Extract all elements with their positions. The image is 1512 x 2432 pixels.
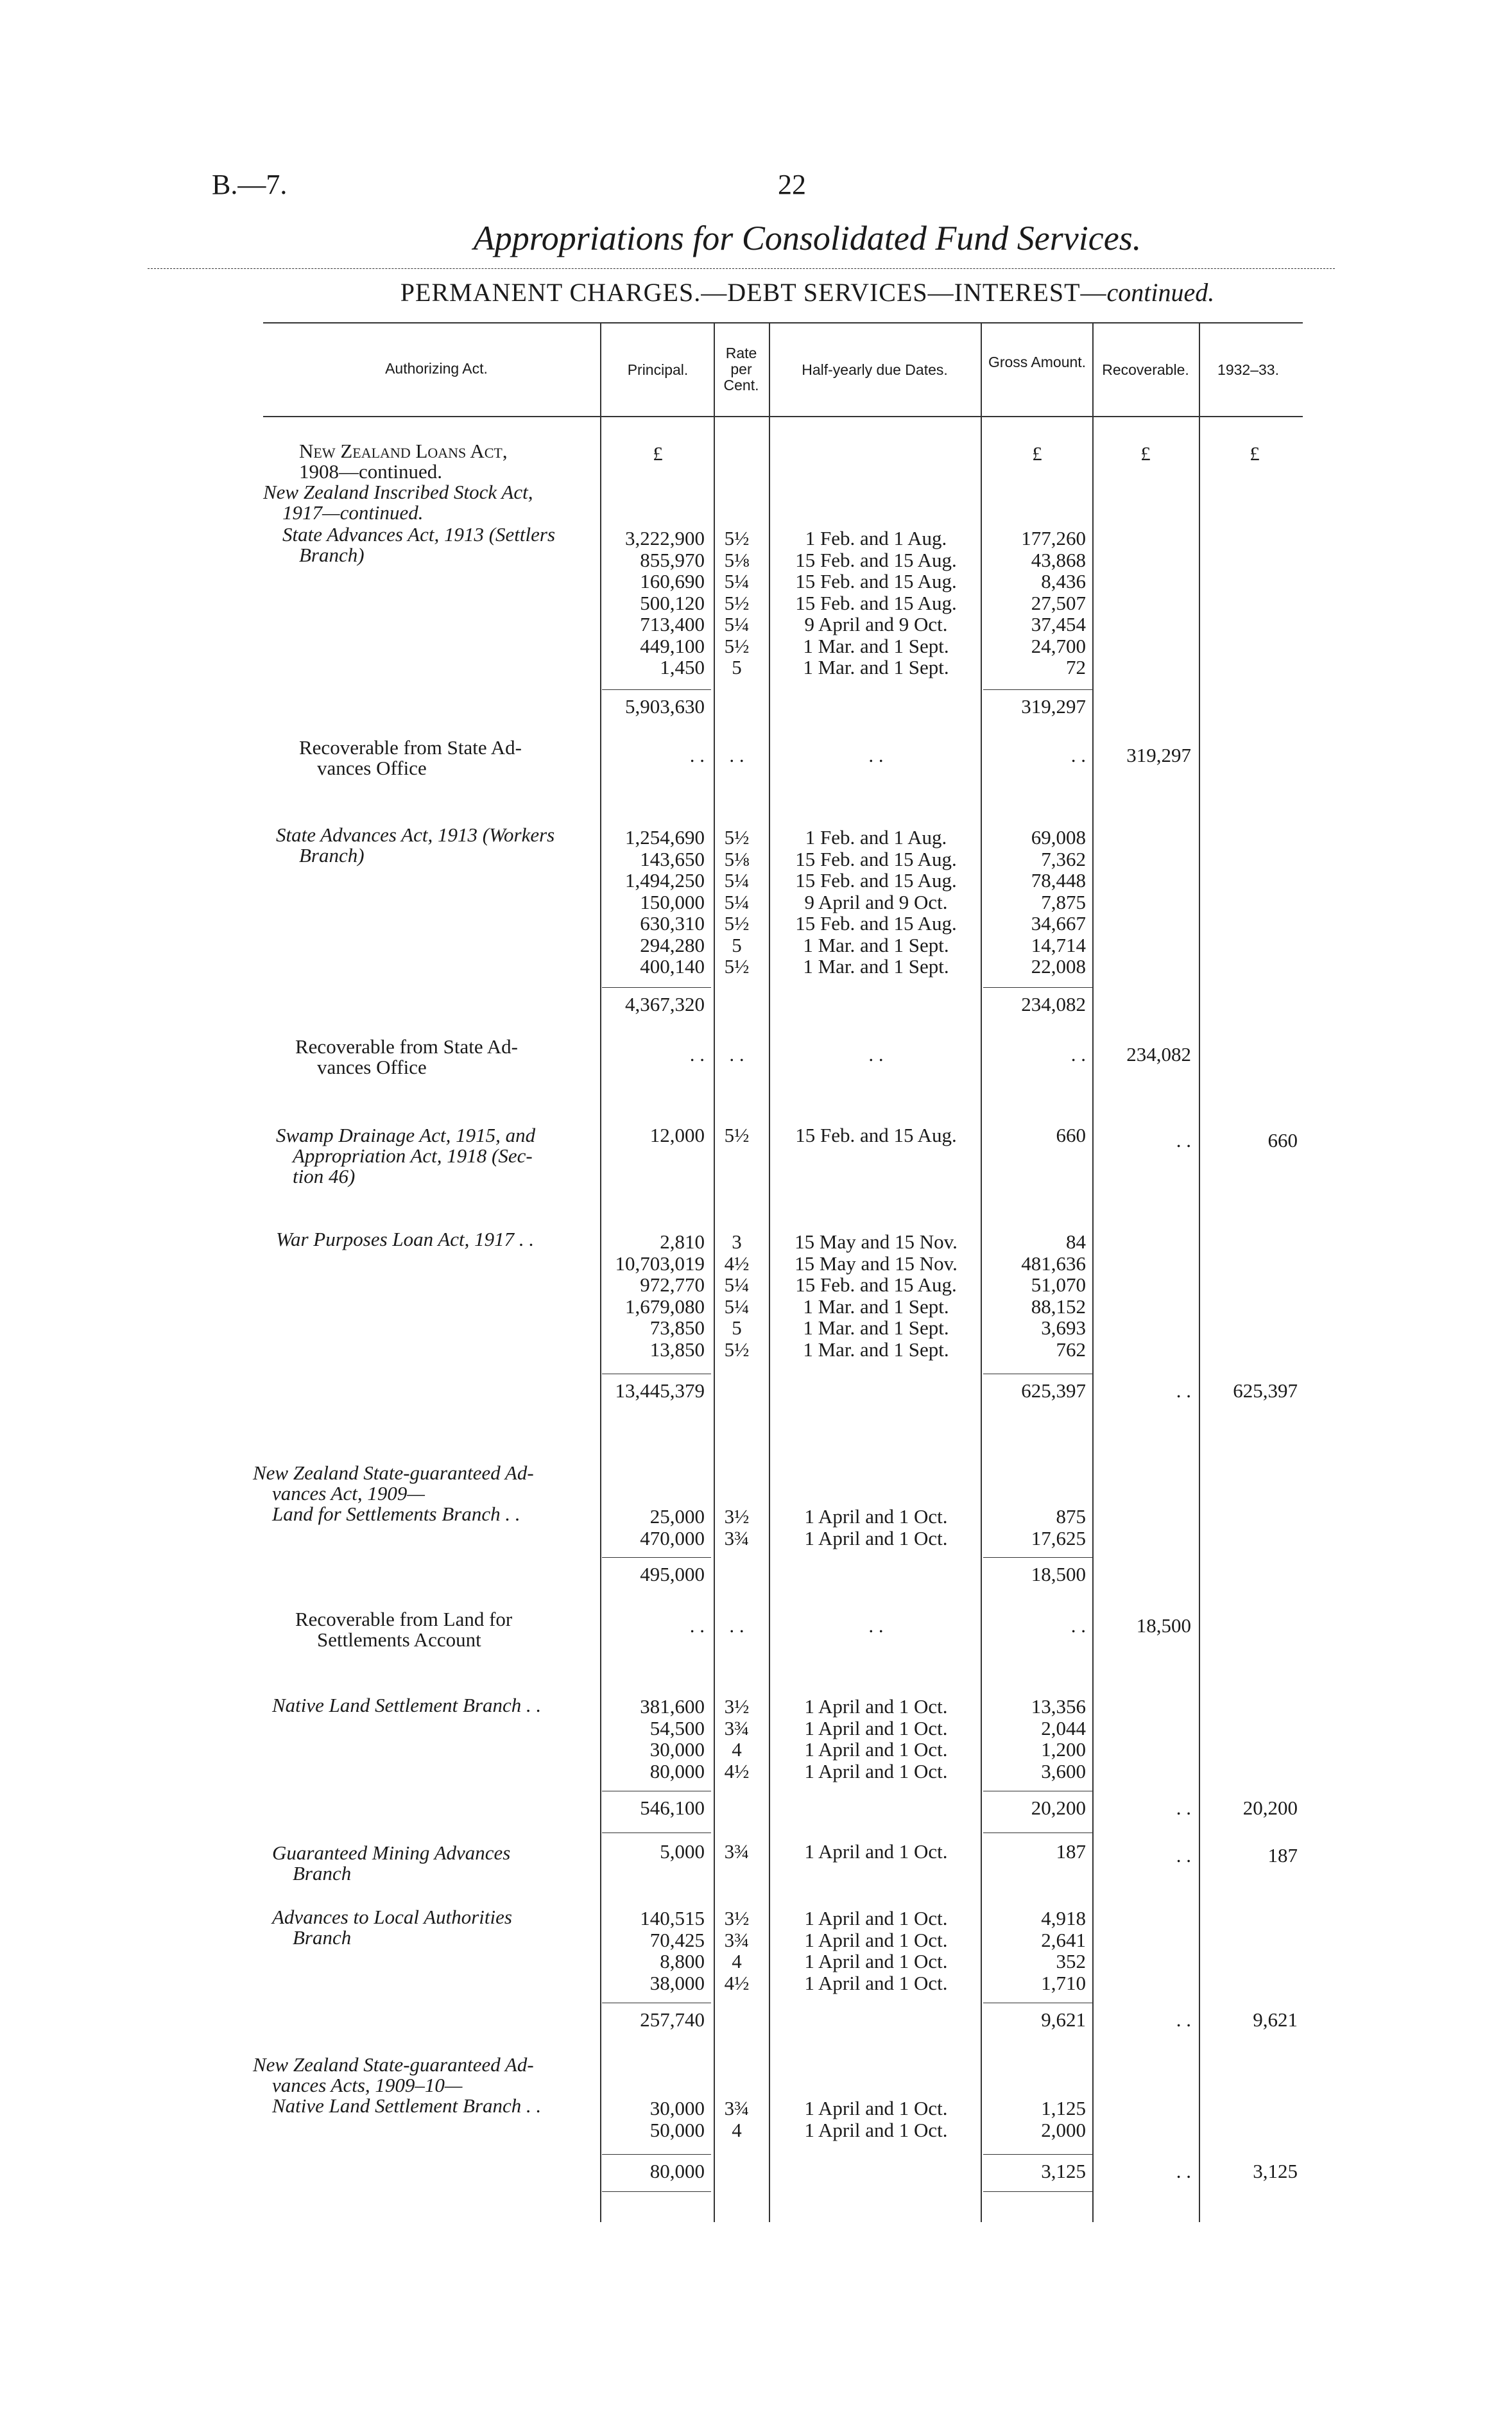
principal-cell: 54,500 xyxy=(649,1716,705,1739)
dates-cell: 15 May and 15 Nov. xyxy=(795,1252,958,1275)
dates-cell: 15 Feb. and 15 Aug. xyxy=(795,912,957,935)
rate-cell: 4 xyxy=(732,1738,742,1761)
gross-dots: . . xyxy=(1070,1614,1086,1637)
principal-cell: 70,425 xyxy=(649,1928,705,1951)
rate-cell: 3¾ xyxy=(724,2097,750,2119)
principal-dots: . . xyxy=(689,1043,705,1065)
act-swamp-3: tion 46) xyxy=(293,1165,356,1187)
total-bottom-rule xyxy=(602,2191,711,2192)
act-recoverable-sao-b-2: vances Office xyxy=(317,1056,427,1078)
gross-cell: 481,636 xyxy=(1021,1252,1086,1275)
principal-cell: 80,000 xyxy=(649,1759,705,1782)
dates-cell: 15 Feb. and 15 Aug. xyxy=(795,570,957,592)
rate-cell: 4 xyxy=(732,2118,742,2141)
act-nz-inscribed: New Zealand Inscribed Stock Act, xyxy=(263,481,533,503)
rate-cell: 5¼ xyxy=(724,869,750,892)
recoverable-amount: 234,082 xyxy=(1126,1043,1191,1065)
col-header-dates: Half-yearly due Dates. xyxy=(802,361,948,378)
act-mining: Guaranteed Mining Advances xyxy=(272,1841,511,1864)
col-header-rate: Rate per Cent. xyxy=(723,345,759,393)
rate-cell: 5¼ xyxy=(724,613,750,635)
principal-cell: 140,515 xyxy=(640,1907,705,1929)
dates-cell: 1 April and 1 Oct. xyxy=(804,1971,948,1994)
total-rule xyxy=(983,2154,1092,2155)
dates-cell: 1 April and 1 Oct. xyxy=(804,1950,948,1972)
recoverable-amount: 319,297 xyxy=(1126,744,1191,766)
principal-cell: 13,850 xyxy=(649,1338,705,1361)
total-principal: 80,000 xyxy=(649,2160,705,2182)
act-war: War Purposes Loan Act, 1917 . . xyxy=(276,1228,535,1250)
col-line-year xyxy=(1199,322,1200,2222)
rate-cell: 5½ xyxy=(724,1124,750,1146)
act-local-2: Branch xyxy=(293,1926,352,1949)
section-subtitle xyxy=(0,277,1512,307)
rate-dots: . . xyxy=(729,1614,744,1637)
total-gross: 234,082 xyxy=(1021,993,1086,1015)
total-rule xyxy=(983,689,1092,690)
dates-cell: 1 April and 1 Oct. xyxy=(804,1526,948,1549)
principal-cell: 3,222,900 xyxy=(625,527,705,549)
act-swamp: Swamp Drainage Act, 1915, and xyxy=(276,1124,536,1146)
total-rule xyxy=(602,987,711,988)
dates-dots: . . xyxy=(868,1043,884,1065)
total-principal: 5,903,630 xyxy=(625,695,705,718)
subtitle-tail: continued. xyxy=(1106,278,1215,307)
total-rule xyxy=(602,689,711,690)
gross-cell: 78,448 xyxy=(1031,869,1086,892)
dates-cell: 1 April and 1 Oct. xyxy=(804,1695,948,1718)
gross-dots: . . xyxy=(1070,744,1086,766)
col-line-dates xyxy=(769,322,770,2222)
act-nzsg: New Zealand State-guaranteed Ad- xyxy=(253,1462,534,1484)
gross-cell: 14,714 xyxy=(1031,933,1086,956)
act-workers-branch: Branch) xyxy=(299,844,365,867)
total-principal: 4,367,320 xyxy=(625,993,705,1015)
total-principal: 13,445,379 xyxy=(615,1379,705,1402)
rate-cell: 3¾ xyxy=(724,1840,750,1863)
gross-cell: 187 xyxy=(1056,1840,1086,1863)
principal-cell: 143,650 xyxy=(640,847,705,870)
act-recoverable-sao: Recoverable from State Ad- xyxy=(299,736,522,759)
act-nz-loans: New Zealand Loans Act, xyxy=(299,440,508,462)
principal-cell: 500,120 xyxy=(640,591,705,614)
principal-cell: 1,254,690 xyxy=(625,826,705,849)
year-total: 20,200 xyxy=(1242,1797,1298,1819)
gross-cell: 43,868 xyxy=(1031,548,1086,571)
rate-cell: 5¼ xyxy=(724,1295,750,1318)
page-title: Appropriations for Consolidated Fund Services. xyxy=(473,219,1142,257)
principal-cell: 38,000 xyxy=(649,1971,705,1994)
act-settlers: State Advances Act, 1913 (Settlers xyxy=(282,523,556,546)
gross-cell: 2,044 xyxy=(1041,1716,1086,1739)
gross-cell: 2,641 xyxy=(1041,1928,1086,1951)
gross-cell: 27,507 xyxy=(1031,591,1086,614)
dates-dots: . . xyxy=(868,1614,884,1637)
rate-cell: 5 xyxy=(732,1316,742,1339)
principal-cell: 8,800 xyxy=(660,1950,705,1972)
act-native: Native Land Settlement Branch . . xyxy=(272,1694,542,1716)
dates-cell: 9 April and 9 Oct. xyxy=(804,890,948,913)
act-recoverable-sao-b: Recoverable from State Ad- xyxy=(295,1035,518,1058)
gross-cell: 352 xyxy=(1056,1950,1086,1972)
rate-cell: 5⅛ xyxy=(724,548,750,571)
principal-cell: 25,000 xyxy=(649,1505,705,1528)
total-rule xyxy=(983,987,1092,988)
principal-cell: 972,770 xyxy=(640,1273,705,1296)
act-settlers-branch: Branch) xyxy=(299,544,365,566)
dates-cell: 1 Feb. and 1 Aug. xyxy=(805,826,947,849)
total-bottom-rule xyxy=(983,2191,1092,2192)
gross-cell: 1,125 xyxy=(1041,2097,1086,2119)
total-principal: 257,740 xyxy=(640,2008,705,2031)
principal-cell: 381,600 xyxy=(640,1695,705,1718)
rate-cell: 5¼ xyxy=(724,570,750,592)
dates-cell: 1 April and 1 Oct. xyxy=(804,2097,948,2119)
col-header-year: 1932–33. xyxy=(1217,361,1279,378)
currency-principal: £ xyxy=(653,442,663,465)
subtitle-main: PERMANENT CHARGES.—DEBT SERVICES—INTEREST— xyxy=(400,278,1107,307)
currency-recoverable: £ xyxy=(1140,442,1151,465)
rate-cell: 3½ xyxy=(724,1505,750,1528)
rate-cell: 5½ xyxy=(724,955,750,978)
act-nz-inscribed-year: 1917—continued. xyxy=(282,501,424,524)
recoverable-dots: . . xyxy=(1176,2160,1191,2182)
gross-cell: 660 xyxy=(1056,1124,1086,1146)
act-land-settlements: Land for Settlements Branch . . xyxy=(272,1503,520,1525)
rate-cell: 3¾ xyxy=(724,1526,750,1549)
year-total: 660 xyxy=(1267,1129,1298,1151)
principal-cell: 855,970 xyxy=(640,548,705,571)
col-line-rate xyxy=(714,322,715,2222)
principal-cell: 1,679,080 xyxy=(625,1295,705,1318)
dates-cell: 1 April and 1 Oct. xyxy=(804,1716,948,1739)
principal-cell: 30,000 xyxy=(649,1738,705,1761)
rate-cell: 5¼ xyxy=(724,890,750,913)
dates-cell: 1 Mar. and 1 Sept. xyxy=(803,1295,949,1318)
dates-cell: 1 April and 1 Oct. xyxy=(804,1907,948,1929)
principal-cell: 160,690 xyxy=(640,570,705,592)
gross-cell: 51,070 xyxy=(1031,1273,1086,1296)
dates-cell: 15 Feb. and 15 Aug. xyxy=(795,1273,957,1296)
gross-cell: 22,008 xyxy=(1031,955,1086,978)
gross-cell: 3,600 xyxy=(1041,1759,1086,1782)
rate-cell: 5¼ xyxy=(724,1273,750,1296)
dates-cell: 1 Mar. and 1 Sept. xyxy=(803,634,949,657)
total-gross: 18,500 xyxy=(1031,1563,1086,1585)
principal-cell: 73,850 xyxy=(649,1316,705,1339)
rate-cell: 3 xyxy=(732,1230,742,1253)
principal-cell: 294,280 xyxy=(640,933,705,956)
currency-year: £ xyxy=(1250,442,1260,465)
total-rule xyxy=(602,2154,711,2155)
principal-cell: 400,140 xyxy=(640,955,705,978)
rate-cell: 4½ xyxy=(724,1971,750,1994)
dates-cell: 1 Feb. and 1 Aug. xyxy=(805,527,947,549)
dates-cell: 1 April and 1 Oct. xyxy=(804,1505,948,1528)
principal-dots: . . xyxy=(689,744,705,766)
act-nzsg-2: vances Act, 1909— xyxy=(272,1482,425,1505)
act-local: Advances to Local Authorities xyxy=(272,1906,512,1928)
principal-cell: 2,810 xyxy=(660,1230,705,1253)
principal-cell: 449,100 xyxy=(640,634,705,657)
dates-cell: 1 Mar. and 1 Sept. xyxy=(803,656,949,678)
gross-cell: 34,667 xyxy=(1031,912,1086,935)
rate-cell: 3¾ xyxy=(724,1716,750,1739)
rate-cell: 5⅛ xyxy=(724,847,750,870)
act-recoverable-sao-2: vances Office xyxy=(317,757,427,779)
total-rule xyxy=(602,1557,711,1558)
total-principal: 495,000 xyxy=(640,1563,705,1585)
dates-cell: 1 Mar. and 1 Sept. xyxy=(803,1316,949,1339)
rate-cell: 5½ xyxy=(724,527,750,549)
act-recoverable-land-2: Settlements Account xyxy=(317,1628,481,1651)
act-mining-2: Branch xyxy=(293,1862,352,1884)
dates-cell: 15 May and 15 Nov. xyxy=(795,1230,958,1253)
title-rule xyxy=(148,268,1335,269)
principal-cell: 50,000 xyxy=(649,2118,705,2141)
gross-cell: 84 xyxy=(1066,1230,1086,1253)
gross-cell: 7,362 xyxy=(1041,847,1086,870)
principal-cell: 12,000 xyxy=(649,1124,705,1146)
rate-cell: 5 xyxy=(732,933,742,956)
dates-cell: 1 April and 1 Oct. xyxy=(804,1928,948,1951)
dates-cell: 1 Mar. and 1 Sept. xyxy=(803,933,949,956)
rate-cell: 5½ xyxy=(724,912,750,935)
currency-gross: £ xyxy=(1032,442,1042,465)
dates-cell: 1 April and 1 Oct. xyxy=(804,1738,948,1761)
gross-cell: 17,625 xyxy=(1031,1526,1086,1549)
dates-cell: 15 Feb. and 15 Aug. xyxy=(795,548,957,571)
gross-cell: 8,436 xyxy=(1041,570,1086,592)
dates-cell: 15 Feb. and 15 Aug. xyxy=(795,591,957,614)
act-nzsg2-2: vances Acts, 1909–10— xyxy=(272,2074,463,2096)
dates-cell: 1 April and 1 Oct. xyxy=(804,1840,948,1863)
rate-cell: 5½ xyxy=(724,591,750,614)
year-total: 9,621 xyxy=(1253,2008,1298,2031)
dates-cell: 1 April and 1 Oct. xyxy=(804,1759,948,1782)
col-header-act: Authorizing Act. xyxy=(385,360,488,377)
total-gross: 319,297 xyxy=(1021,695,1086,718)
gross-cell: 1,710 xyxy=(1041,1971,1086,1994)
rate-dots: . . xyxy=(729,1043,744,1065)
rate-cell: 5 xyxy=(732,656,742,678)
principal-cell: 150,000 xyxy=(640,890,705,913)
page-number: 22 xyxy=(778,169,806,200)
year-total: 3,125 xyxy=(1253,2160,1298,2182)
act-native2: Native Land Settlement Branch . . xyxy=(272,2094,542,2117)
principal-dots: . . xyxy=(689,1614,705,1637)
principal-cell: 1,494,250 xyxy=(625,869,705,892)
col-line-gross xyxy=(981,322,982,2222)
principal-cell: 1,450 xyxy=(660,656,705,678)
total-rule xyxy=(983,1557,1092,1558)
principal-cell: 713,400 xyxy=(640,613,705,635)
header-top-rule xyxy=(263,322,1303,323)
principal-cell: 5,000 xyxy=(660,1840,705,1863)
total-gross: 9,621 xyxy=(1041,2008,1086,2031)
gross-cell: 37,454 xyxy=(1031,613,1086,635)
gross-cell: 3,693 xyxy=(1041,1316,1086,1339)
recoverable-dots: . . xyxy=(1176,1379,1191,1402)
dates-cell: 9 April and 9 Oct. xyxy=(804,613,948,635)
rate-cell: 3¾ xyxy=(724,1928,750,1951)
gross-cell: 24,700 xyxy=(1031,634,1086,657)
gross-cell: 88,152 xyxy=(1031,1295,1086,1318)
act-nz-loans-year: 1908—continued. xyxy=(299,460,442,483)
rate-cell: 3½ xyxy=(724,1907,750,1929)
dates-cell: 1 Mar. and 1 Sept. xyxy=(803,1338,949,1361)
principal-cell: 10,703,019 xyxy=(615,1252,705,1275)
rate-cell: 5½ xyxy=(724,634,750,657)
col-line-principal xyxy=(600,322,601,2222)
total-gross: 20,200 xyxy=(1031,1797,1086,1819)
col-header-principal: Principal. xyxy=(627,361,689,378)
rate-cell: 4 xyxy=(732,1950,742,1972)
dates-dots: . . xyxy=(868,744,884,766)
gross-cell: 875 xyxy=(1056,1505,1086,1528)
recoverable-amount: 18,500 xyxy=(1136,1614,1191,1637)
year-total: 625,397 xyxy=(1233,1379,1298,1402)
gross-cell: 4,918 xyxy=(1041,1907,1086,1929)
principal-cell: 630,310 xyxy=(640,912,705,935)
rate-dots: . . xyxy=(729,744,744,766)
gross-cell: 69,008 xyxy=(1031,826,1086,849)
recoverable-dots: . . xyxy=(1176,1844,1191,1867)
dates-cell: 1 Mar. and 1 Sept. xyxy=(803,955,949,978)
col-header-recoverable: Recoverable. xyxy=(1102,361,1189,378)
year-total: 187 xyxy=(1267,1844,1298,1867)
gross-cell: 177,260 xyxy=(1021,527,1086,549)
total-gross: 625,397 xyxy=(1021,1379,1086,1402)
recoverable-dots: . . xyxy=(1176,1129,1191,1151)
gross-cell: 7,875 xyxy=(1041,890,1086,913)
recoverable-dots: . . xyxy=(1176,2008,1191,2031)
rate-cell: 3½ xyxy=(724,1695,750,1718)
gross-dots: . . xyxy=(1070,1043,1086,1065)
total-principal: 546,100 xyxy=(640,1797,705,1819)
gross-cell: 762 xyxy=(1056,1338,1086,1361)
dates-cell: 1 April and 1 Oct. xyxy=(804,2118,948,2141)
header-bottom-rule xyxy=(263,416,1303,417)
page-reference: B.—7. xyxy=(212,169,288,200)
principal-cell: 470,000 xyxy=(640,1526,705,1549)
col-line-recoverable xyxy=(1092,322,1094,2222)
dates-cell: 15 Feb. and 15 Aug. xyxy=(795,869,957,892)
recoverable-dots: . . xyxy=(1176,1797,1191,1819)
act-swamp-2: Appropriation Act, 1918 (Sec- xyxy=(293,1144,533,1167)
gross-cell: 1,200 xyxy=(1041,1738,1086,1761)
dates-cell: 15 Feb. and 15 Aug. xyxy=(795,1124,957,1146)
act-recoverable-land: Recoverable from Land for xyxy=(295,1608,513,1630)
dates-cell: 15 Feb. and 15 Aug. xyxy=(795,847,957,870)
act-nzsg2: New Zealand State-guaranteed Ad- xyxy=(253,2053,534,2076)
principal-cell: 30,000 xyxy=(649,2097,705,2119)
col-header-gross: Gross Amount. xyxy=(988,354,1087,370)
total-gross: 3,125 xyxy=(1041,2160,1086,2182)
rate-cell: 4½ xyxy=(724,1252,750,1275)
rate-cell: 5½ xyxy=(724,826,750,849)
gross-cell: 2,000 xyxy=(1041,2118,1086,2141)
gross-cell: 13,356 xyxy=(1031,1695,1086,1718)
gross-cell: 72 xyxy=(1066,656,1086,678)
rate-cell: 5½ xyxy=(724,1338,750,1361)
act-workers: State Advances Act, 1913 (Workers xyxy=(276,824,555,846)
rate-cell: 4½ xyxy=(724,1759,750,1782)
